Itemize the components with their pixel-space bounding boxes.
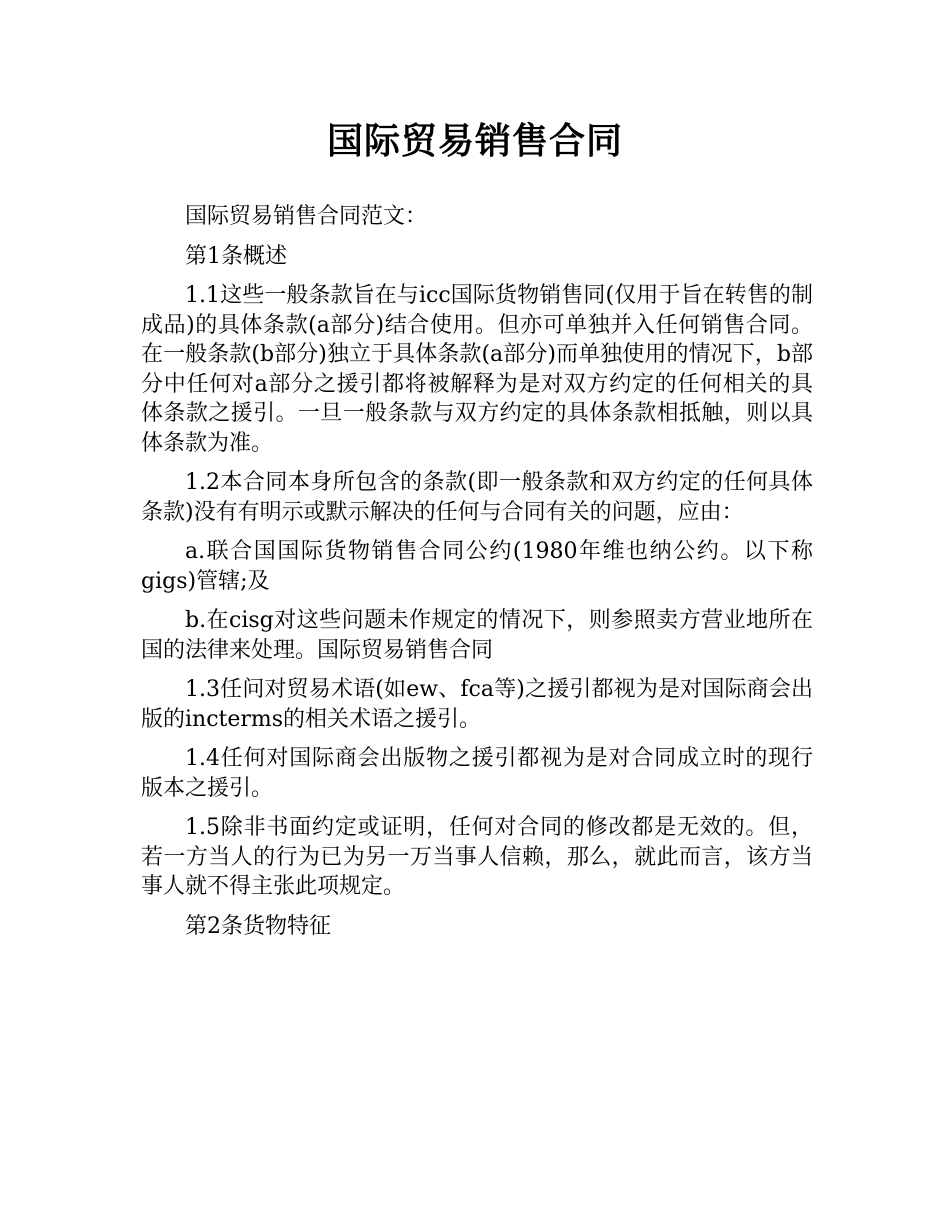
clause-1-2: 1.2本合同本身所包含的条款(即一般条款和双方约定的任何具体条款)没有有明示或默示解决的任何与合同有关的问题，应由： — [141, 470, 813, 525]
clause-1-2-b: b.在cisg对这些问题未作规定的情况下，则参照卖方营业地所在国的法律来处理。国际贸易销售合同 — [141, 608, 813, 663]
section-heading-2: 第2条货物特征 — [185, 913, 331, 939]
clause-1-1: 1.1这些一般条款旨在与icc国际货物销售同(仅用于旨在转售的制成品)的具体条款(a部分)结合使用。但亦可单独并入任何销售合同。在一般条款(b部分)独立于具体条款(a部分)而单独使用的情况下，b部分中任何对a部分之援引都将被解释为是对双方约定的任何相关的具体条款之援引。一旦一般条款与双方约定的具体条款相抵触，则以具体条款为准。 — [141, 283, 813, 456]
clause-1-3: 1.3任问对贸易术语(如ew、fca等)之援引都视为是对国际商会出版的incterms的相关术语之援引。 — [141, 677, 813, 732]
clause-1-2-a: a.联合国国际货物销售合同公约(1980年维也纳公约。以下称gigs)管辖;及 — [141, 539, 813, 594]
clause-1-5: 1.5除非书面约定或证明，任何对合同的修改都是无效的。但，若一方当人的行为已为另一万当事人信赖，那么，就此而言，该方当事人就不得主张此项规定。 — [141, 815, 813, 899]
section-heading-1: 第1条概述 — [185, 243, 287, 269]
paragraph-intro: 国际贸易销售合同范文： — [185, 204, 428, 229]
clause-1-4: 1.4任何对国际商会出版物之援引都视为是对合同成立时的现行版本之援引。 — [141, 746, 813, 801]
document-title: 国际贸易销售合同 — [326, 121, 623, 162]
document-body — [141, 202, 813, 951]
